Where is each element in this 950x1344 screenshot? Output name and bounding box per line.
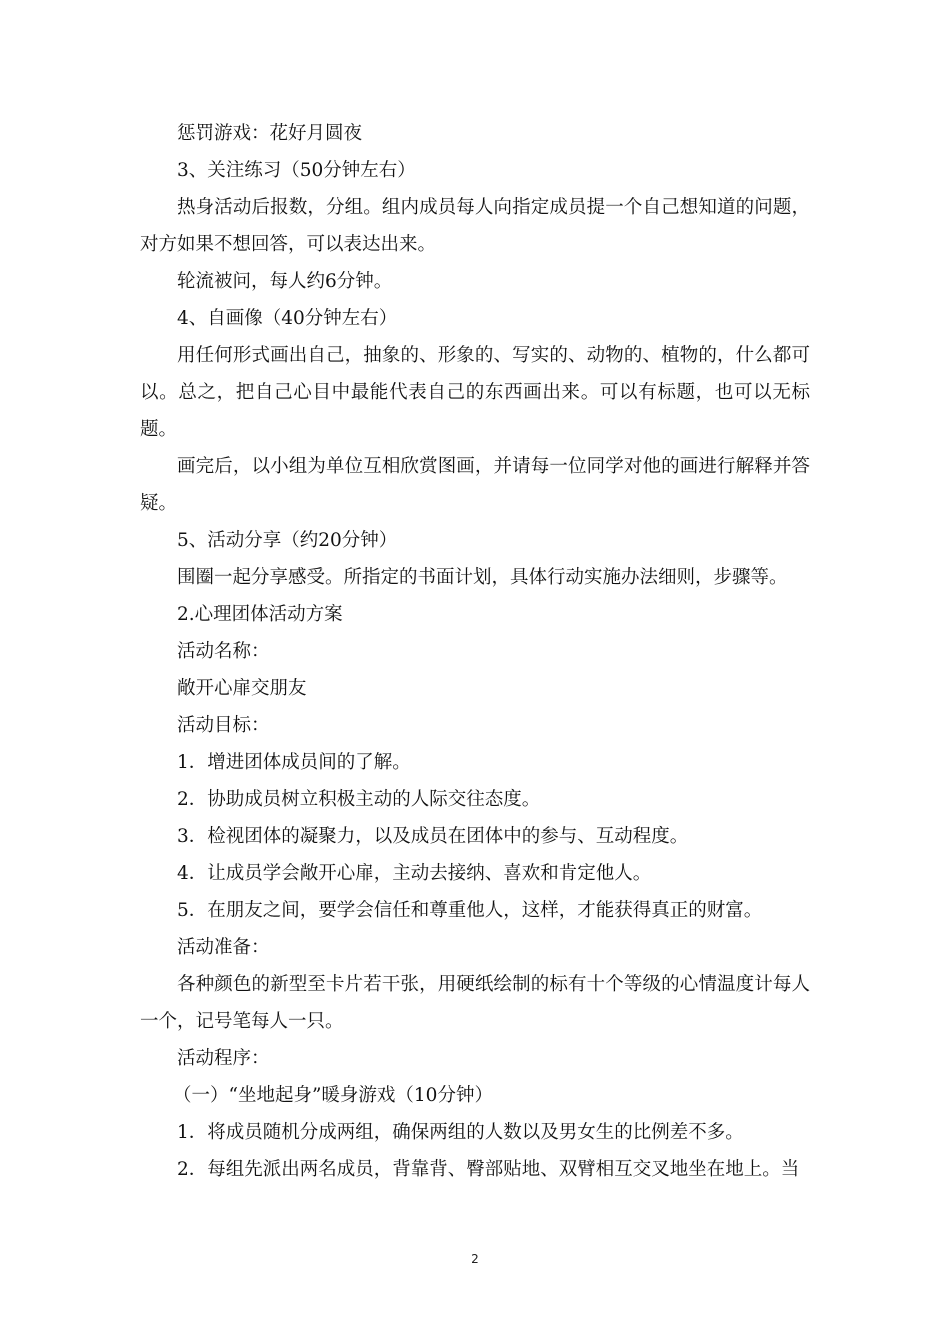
paragraph-penalty-game: 惩罚游戏：花好月圆夜 [177, 123, 363, 144]
heading-activity-sharing: 5、活动分享（约20分钟） [177, 530, 398, 551]
paragraph-share-feelings: 围圈一起分享感受。所指定的书面计划，具体行动实施办法细则，步骤等。 [177, 567, 788, 588]
page-number: 2 [471, 1252, 479, 1266]
procedure-step-2: 2．每组先派出两名成员，背靠背、臀部贴地、双臂相互交叉地坐在地上。当 [177, 1159, 800, 1180]
goal-item-4: 4．让成员学会敞开心扉，主动去接纳、喜欢和肯定他人。 [177, 863, 652, 884]
label-activity-procedure: 活动程序： [177, 1048, 270, 1069]
paragraph-warmup-grouping: 热身活动后报数，分组。组内成员每人向指定成员提一个自己想知道的问题，对方如果不想回答，可以表达出来。 [140, 197, 810, 255]
goal-item-1: 1．增进团体成员间的了解。 [177, 752, 411, 773]
heading-group-activity-plan: 2.心理团体活动方案 [177, 604, 343, 625]
heading-attention-practice: 3、关注练习（50分钟左右） [177, 160, 416, 181]
value-activity-name: 敞开心扉交朋友 [177, 678, 307, 699]
label-activity-name: 活动名称： [177, 641, 270, 662]
goal-item-2: 2．协助成员树立积极主动的人际交往态度。 [177, 789, 541, 810]
goal-item-3: 3．检视团体的凝聚力，以及成员在团体中的参与、互动程度。 [177, 826, 689, 847]
procedure-step-1: 1．将成员随机分成两组，确保两组的人数以及男女生的比例差不多。 [177, 1122, 744, 1143]
heading-self-portrait: 4、自画像（40分钟左右） [177, 308, 398, 329]
document-body [140, 115, 810, 1188]
label-activity-preparation: 活动准备： [177, 937, 270, 958]
paragraph-after-drawing: 画完后，以小组为单位互相欣赏图画，并请每一位同学对他的画进行解释并答疑。 [140, 456, 810, 514]
paragraph-materials: 各种颜色的新型至卡片若干张，用硬纸绘制的标有十个等级的心情温度计每人一个，记号笔每人一只。 [140, 974, 810, 1032]
goal-item-5: 5．在朋友之间，要学会信任和尊重他人，这样，才能获得真正的财富。 [177, 900, 763, 921]
paragraph-take-turns: 轮流被问，每人约6分钟。 [177, 271, 393, 292]
heading-warmup-game: （一）“坐地起身”暖身游戏（10分钟） [173, 1085, 493, 1106]
label-activity-goals: 活动目标： [177, 715, 270, 736]
paragraph-draw-yourself: 用任何形式画出自己，抽象的、形象的、写实的、动物的、植物的，什么都可以。总之，把自己心目中最能代表自己的东西画出来。可以有标题，也可以无标题。 [140, 345, 810, 440]
